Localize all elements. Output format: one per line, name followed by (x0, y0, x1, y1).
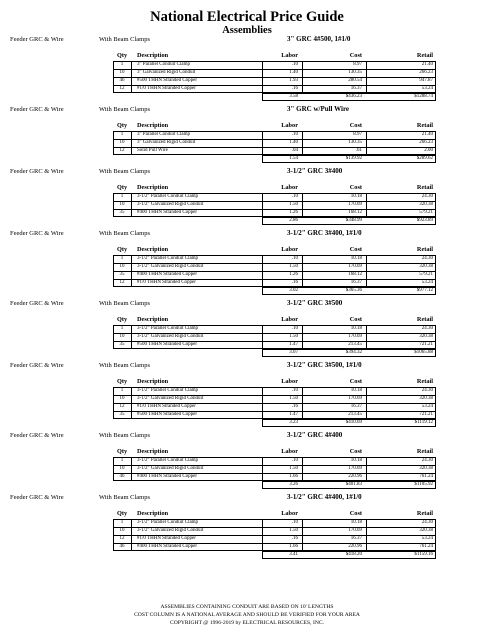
table-row (0, 465, 494, 473)
table-row (0, 147, 494, 155)
page-subtitle: Assemblies (222, 25, 272, 36)
cell-retail: 320.38 (419, 202, 433, 207)
column-header-row (0, 120, 494, 131)
footer-line: COST COLUMN IS A NATIONAL AVERAGE AND SHOULD BE VERIFIED FOR YOUR AREA (134, 612, 360, 618)
table-row (0, 69, 494, 77)
column-header-retail: Retail (416, 448, 433, 455)
assembly-section (0, 298, 494, 357)
section-total-row (0, 349, 494, 357)
cell-retail: 21.40 (421, 132, 433, 137)
column-header-row (0, 446, 494, 457)
column-header-labor: Labor (281, 510, 298, 517)
table-row (0, 473, 494, 481)
cell-labor: .10 (291, 256, 298, 261)
cell-description: 3-1/2" Parallel Conduit Clamp (137, 388, 199, 393)
cell-retail: 579.21 (419, 272, 433, 277)
section-mount: With Beam Clamps (99, 106, 151, 113)
section-mount: With Beam Clamps (99, 362, 151, 369)
column-header-retail: Retail (416, 378, 433, 385)
cell-labor: .16 (291, 280, 298, 285)
cell-labor: .16 (291, 404, 298, 409)
cell-labor: 1.66 (289, 474, 298, 479)
section-mount: With Beam Clamps (99, 230, 151, 237)
total-cost: $401.83 (345, 482, 362, 487)
cell-cost: 10.18 (350, 194, 362, 199)
cell-description: #1/0 THHN Stranded Copper (137, 536, 196, 541)
cell-description: 3" Parallel Conduit Clamp (137, 132, 191, 137)
cell-qty: 35 (119, 210, 125, 215)
section-total-row (0, 481, 494, 489)
cell-labor: 1.40 (289, 70, 298, 75)
cell-qty: 10 (119, 140, 125, 145)
section-header (0, 166, 494, 179)
cell-description: #1/0 THHN Stranded Copper (137, 404, 196, 409)
column-header-retail: Retail (416, 510, 433, 517)
total-retail: $289.62 (416, 156, 433, 161)
total-retail: $1105.92 (414, 482, 433, 487)
cell-qty: 1 (120, 520, 124, 525)
table-row (0, 85, 494, 93)
section-category: Feeder GRC & Wire (10, 168, 64, 175)
column-header-retail: Retail (416, 122, 433, 129)
column-header-labor: Labor (281, 184, 298, 191)
column-header-qty: Qty (117, 184, 128, 191)
table-row (0, 193, 494, 201)
cell-retail: 24.30 (421, 458, 433, 463)
section-name: 3-1/2" GRC 3#500 (287, 299, 343, 307)
assembly-sections (0, 34, 494, 559)
total-cost: $418.20 (345, 552, 362, 557)
column-header-qty: Qty (117, 448, 128, 455)
cell-cost: 8.97 (353, 132, 362, 137)
table-row (0, 263, 494, 271)
section-header (0, 492, 494, 505)
cell-retail: 53.24 (421, 280, 433, 285)
cell-qty: 10 (119, 528, 125, 533)
cell-qty: 1 (120, 326, 124, 331)
section-header (0, 298, 494, 311)
cell-qty: 1 (120, 388, 124, 393)
column-header-cost: Cost (349, 378, 362, 385)
cell-retail: 53.24 (421, 404, 433, 409)
cell-description: 3-1/2" Galvanized Rigid Conduit (137, 396, 204, 401)
column-header-description: Description (137, 122, 169, 129)
section-name: 3-1/2" GRC 3#400 (287, 167, 343, 175)
section-name: 3" GRC 4#500, 1#1/0 (287, 35, 351, 43)
cell-retail: 24.30 (421, 388, 433, 393)
cell-description: #500 THHN Stranded Copper (137, 78, 198, 83)
cell-description: 3" Galvanized Rigid Conduit (137, 70, 196, 75)
table-row (0, 333, 494, 341)
cell-retail: 24.30 (421, 326, 433, 331)
table-row (0, 139, 494, 147)
section-header (0, 104, 494, 117)
table-row (0, 271, 494, 279)
column-header-retail: Retail (416, 246, 433, 253)
cell-description: 3-1/2" Parallel Conduit Clamp (137, 458, 199, 463)
total-cost: $436.23 (345, 94, 362, 99)
table-row (0, 131, 494, 139)
cell-cost: 220.96 (348, 474, 362, 479)
column-header-cost: Cost (349, 316, 362, 323)
cell-description: 3-1/2" Galvanized Rigid Conduit (137, 264, 204, 269)
column-header-row (0, 314, 494, 325)
section-name: 3-1/2" GRC 3#400, 1#1/0 (287, 229, 362, 237)
total-cost: $394.32 (345, 350, 362, 355)
total-retail: $1065.88 (414, 350, 433, 355)
cell-cost: 8.97 (353, 62, 362, 67)
cell-cost: 170.69 (348, 264, 362, 269)
column-header-cost: Cost (349, 246, 362, 253)
cell-labor: .10 (291, 458, 298, 463)
table-row (0, 209, 494, 217)
cell-retail: 320.38 (419, 264, 433, 269)
column-header-qty: Qty (117, 510, 128, 517)
section-total-row (0, 287, 494, 295)
cell-qty: 46 (119, 78, 125, 83)
column-header-retail: Retail (416, 316, 433, 323)
section-name: 3-1/2" GRC 4#400 (287, 431, 343, 439)
cell-labor: .10 (291, 520, 298, 525)
cell-retail: 53.24 (421, 536, 433, 541)
cell-labor: 1.50 (289, 528, 298, 533)
column-header-retail: Retail (416, 52, 433, 59)
section-mount: With Beam Clamps (99, 494, 151, 501)
total-cost: $365.36 (345, 288, 362, 293)
table-row (0, 279, 494, 287)
table-row (0, 255, 494, 263)
assembly-section (0, 166, 494, 225)
column-header-cost: Cost (349, 184, 362, 191)
section-category: Feeder GRC & Wire (10, 432, 64, 439)
column-header-labor: Labor (281, 122, 298, 129)
cell-qty: 10 (119, 334, 125, 339)
section-category: Feeder GRC & Wire (10, 362, 64, 369)
column-header-row (0, 50, 494, 61)
total-retail: $1159.16 (414, 552, 433, 557)
table-row (0, 527, 494, 535)
cell-qty: 46 (119, 474, 125, 479)
cell-cost: 130.35 (348, 70, 362, 75)
total-retail: $1119.12 (414, 420, 433, 425)
cell-labor: .16 (291, 536, 298, 541)
total-retail: $1288.74 (414, 94, 433, 99)
cell-qty: 12 (119, 280, 125, 285)
column-header-qty: Qty (117, 122, 128, 129)
cell-qty: 12 (119, 86, 125, 91)
cell-labor: 1.40 (289, 140, 298, 145)
cell-description: Solid Pull Wire (137, 148, 168, 153)
column-header-description: Description (137, 378, 169, 385)
column-header-row (0, 182, 494, 193)
section-name: 3-1/2" GRC 4#400, 1#1/0 (287, 493, 362, 501)
cell-labor: .04 (291, 148, 298, 153)
cell-qty: 1 (120, 256, 124, 261)
cell-cost: 10.18 (350, 520, 362, 525)
section-category: Feeder GRC & Wire (10, 36, 64, 43)
cell-retail: 53.24 (421, 86, 433, 91)
column-header-qty: Qty (117, 52, 128, 59)
cell-labor: .10 (291, 194, 298, 199)
cell-description: 3" Galvanized Rigid Conduit (137, 140, 196, 145)
cell-retail: 320.38 (419, 334, 433, 339)
cell-labor: 1.50 (289, 264, 298, 269)
cell-cost: 16.37 (350, 280, 362, 285)
cell-labor: .10 (291, 62, 298, 67)
section-header (0, 360, 494, 373)
section-mount: With Beam Clamps (99, 168, 151, 175)
section-total-row (0, 419, 494, 427)
total-cost: $139.92 (345, 156, 362, 161)
section-name: 3" GRC w/Pull Wire (287, 105, 350, 113)
cell-retail: 579.21 (419, 210, 433, 215)
cell-description: 3-1/2" Galvanized Rigid Conduit (137, 202, 204, 207)
cell-cost: 10.18 (350, 326, 362, 331)
column-header-cost: Cost (349, 52, 362, 59)
cell-labor: 1.47 (289, 412, 298, 417)
assembly-section (0, 34, 494, 101)
cell-description: #400 THHN Stranded Copper (137, 474, 198, 479)
cell-description: #400 THHN Stranded Copper (137, 210, 198, 215)
column-header-description: Description (137, 246, 169, 253)
cell-retail: 266.23 (419, 70, 433, 75)
total-cost: $348.99 (345, 218, 362, 223)
section-category: Feeder GRC & Wire (10, 230, 64, 237)
cell-cost: 16.37 (350, 404, 362, 409)
cell-retail: 721.21 (419, 412, 433, 417)
cell-description: #500 THHN Stranded Copper (137, 342, 198, 347)
cell-retail: 761.24 (419, 544, 433, 549)
total-labor: 3.07 (289, 350, 298, 355)
section-name: 3-1/2" GRC 3#500, 1#1/0 (287, 361, 362, 369)
cell-cost: 130.35 (348, 140, 362, 145)
total-labor: 3.23 (289, 420, 298, 425)
cell-cost: .61 (355, 148, 362, 153)
cell-qty: 1 (120, 62, 124, 67)
cell-cost: 280.54 (348, 78, 362, 83)
cell-labor: 1.50 (289, 334, 298, 339)
table-row (0, 543, 494, 551)
column-header-description: Description (137, 510, 169, 517)
table-row (0, 395, 494, 403)
total-labor: 3.26 (289, 482, 298, 487)
cell-description: #1/0 THHN Stranded Copper (137, 280, 196, 285)
cell-cost: 10.18 (350, 388, 362, 393)
cell-description: #1/0 THHN Stranded Copper (137, 86, 196, 91)
column-header-labor: Labor (281, 52, 298, 59)
cell-qty: 1 (120, 458, 124, 463)
column-header-labor: Labor (281, 246, 298, 253)
cell-cost: 10.18 (350, 458, 362, 463)
cell-retail: 320.38 (419, 466, 433, 471)
footer-line: ASSEMBLIES CONTAINING CONDUIT ARE BASED ON 10' LENGTHS (160, 604, 334, 610)
cell-labor: 1.50 (289, 202, 298, 207)
cell-labor: .16 (291, 86, 298, 91)
cell-cost: 170.69 (348, 396, 362, 401)
section-total-row (0, 93, 494, 101)
cell-description: 3" Parallel Conduit Clamp (137, 62, 191, 67)
cell-labor: 1.26 (289, 210, 298, 215)
column-header-description: Description (137, 448, 169, 455)
cell-description: 3-1/2" Parallel Conduit Clamp (137, 326, 199, 331)
cell-labor: 1.26 (289, 272, 298, 277)
column-header-row (0, 244, 494, 255)
cell-description: 3-1/2" Galvanized Rigid Conduit (137, 466, 204, 471)
section-header (0, 34, 494, 47)
cell-cost: 213.45 (348, 412, 362, 417)
column-header-description: Description (137, 184, 169, 191)
cell-description: 3-1/2" Galvanized Rigid Conduit (137, 334, 204, 339)
column-header-qty: Qty (117, 316, 128, 323)
total-labor: 2.86 (289, 218, 298, 223)
cell-labor: 1.93 (289, 78, 298, 83)
cell-retail: 320.38 (419, 528, 433, 533)
section-header (0, 430, 494, 443)
column-header-row (0, 508, 494, 519)
assembly-section (0, 104, 494, 163)
section-category: Feeder GRC & Wire (10, 300, 64, 307)
table-row (0, 411, 494, 419)
cell-qty: 12 (119, 148, 125, 153)
section-total-row (0, 217, 494, 225)
assembly-section (0, 430, 494, 489)
cell-cost: 213.45 (348, 342, 362, 347)
total-labor: 3.02 (289, 288, 298, 293)
cell-retail: 320.38 (419, 396, 433, 401)
column-header-labor: Labor (281, 316, 298, 323)
cell-qty: 10 (119, 264, 125, 269)
cell-description: #400 THHN Stranded Copper (137, 272, 198, 277)
cell-labor: 1.47 (289, 342, 298, 347)
cell-labor: 1.50 (289, 396, 298, 401)
column-header-description: Description (137, 316, 169, 323)
column-header-description: Description (137, 52, 169, 59)
column-header-cost: Cost (349, 510, 362, 517)
section-mount: With Beam Clamps (99, 432, 151, 439)
table-row (0, 61, 494, 69)
table-row (0, 341, 494, 349)
section-mount: With Beam Clamps (99, 300, 151, 307)
cell-cost: 170.69 (348, 334, 362, 339)
column-header-qty: Qty (117, 246, 128, 253)
cell-qty: 12 (119, 404, 125, 409)
cell-qty: 1 (120, 194, 124, 199)
cell-labor: .10 (291, 388, 298, 393)
table-row (0, 77, 494, 85)
cell-cost: 170.69 (348, 528, 362, 533)
cell-qty: 35 (119, 272, 125, 277)
section-header (0, 228, 494, 241)
total-cost: $410.69 (345, 420, 362, 425)
assembly-section (0, 492, 494, 559)
cell-qty: 35 (119, 412, 125, 417)
footer-line: COPYRIGHT @ 1996-2019 by ELECTRICAL RESOURCES, INC. (169, 620, 324, 626)
cell-retail: 24.30 (421, 520, 433, 525)
page-title: National Electrical Price Guide (150, 9, 344, 25)
total-retail: $923.89 (416, 218, 433, 223)
column-header-labor: Labor (281, 378, 298, 385)
cell-cost: 16.37 (350, 536, 362, 541)
cell-cost: 220.96 (348, 544, 362, 549)
total-labor: 3.58 (289, 94, 298, 99)
table-row (0, 325, 494, 333)
cell-cost: 170.69 (348, 466, 362, 471)
cell-retail: 947.87 (419, 78, 433, 83)
cell-cost: 170.69 (348, 202, 362, 207)
section-mount: With Beam Clamps (99, 36, 151, 43)
table-row (0, 535, 494, 543)
cell-cost: 168.12 (348, 210, 362, 215)
column-header-cost: Cost (349, 122, 362, 129)
cell-cost: 168.12 (348, 272, 362, 277)
table-row (0, 387, 494, 395)
cell-qty: 10 (119, 466, 125, 471)
cell-qty: 12 (119, 536, 125, 541)
cell-retail: 761.24 (419, 474, 433, 479)
total-retail: $977.12 (416, 288, 433, 293)
column-header-qty: Qty (117, 378, 128, 385)
cell-qty: 46 (119, 544, 125, 549)
cell-description: 3-1/2" Parallel Conduit Clamp (137, 256, 199, 261)
cell-labor: 1.50 (289, 466, 298, 471)
cell-qty: 1 (120, 132, 124, 137)
cell-qty: 10 (119, 70, 125, 75)
cell-retail: 266.23 (419, 140, 433, 145)
cell-description: 3-1/2" Parallel Conduit Clamp (137, 520, 199, 525)
cell-cost: 16.37 (350, 86, 362, 91)
cell-labor: .10 (291, 326, 298, 331)
cell-description: #400 THHN Stranded Copper (137, 544, 198, 549)
column-header-cost: Cost (349, 448, 362, 455)
cell-labor: .10 (291, 132, 298, 137)
table-row (0, 201, 494, 209)
total-labor: 3.41 (289, 552, 298, 557)
cell-retail: 21.40 (421, 62, 433, 67)
table-row (0, 457, 494, 465)
column-header-retail: Retail (416, 184, 433, 191)
total-labor: 1.54 (289, 156, 298, 161)
cell-description: #500 THHN Stranded Copper (137, 412, 198, 417)
column-header-row (0, 376, 494, 387)
cell-retail: 721.21 (419, 342, 433, 347)
cell-labor: 1.66 (289, 544, 298, 549)
cell-description: 3-1/2" Galvanized Rigid Conduit (137, 528, 204, 533)
section-total-row (0, 551, 494, 559)
cell-cost: 10.18 (350, 256, 362, 261)
cell-retail: 24.30 (421, 194, 433, 199)
table-row (0, 519, 494, 527)
section-category: Feeder GRC & Wire (10, 494, 64, 501)
assembly-section (0, 360, 494, 427)
column-header-labor: Labor (281, 448, 298, 455)
table-row (0, 403, 494, 411)
assembly-section (0, 228, 494, 295)
cell-description: 3-1/2" Parallel Conduit Clamp (137, 194, 199, 199)
section-category: Feeder GRC & Wire (10, 106, 64, 113)
cell-qty: 10 (119, 396, 125, 401)
cell-qty: 35 (119, 342, 125, 347)
cell-qty: 10 (119, 202, 125, 207)
cell-retail: 2.00 (424, 148, 433, 153)
section-total-row (0, 155, 494, 163)
cell-retail: 24.30 (421, 256, 433, 261)
